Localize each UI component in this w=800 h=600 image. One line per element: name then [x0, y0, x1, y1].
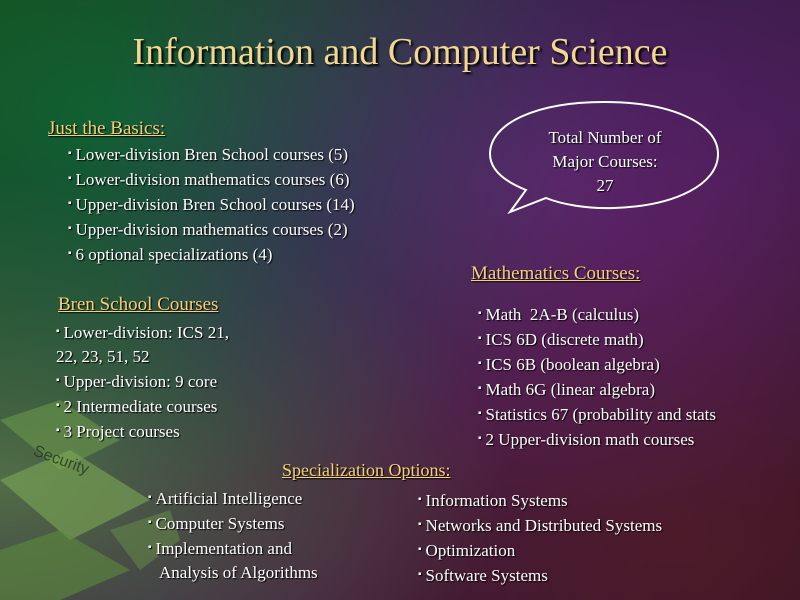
list-item: ▪ Software Systems: [418, 566, 548, 585]
list-item: ▪ Upper-division mathematics courses (2): [68, 220, 348, 239]
basics-list: [68, 142, 355, 267]
basics-heading: Just the Basics:: [48, 118, 166, 139]
list-item: ▪ Artificial Intelligence: [148, 489, 303, 508]
bren-heading: Bren School Courses: [58, 294, 219, 315]
keyboard-security-label: Security: [31, 442, 92, 479]
list-item-continuation: Analysis of Algorithms: [159, 563, 318, 582]
list-item: ▪ Networks and Distributed Systems: [418, 516, 663, 535]
list-item: ▪ 2 Intermediate courses: [56, 397, 218, 416]
list-item: ▪ Optimization: [418, 541, 516, 560]
list-item: ▪ Lower-division mathematics courses (6): [68, 170, 350, 189]
list-item: ▪ Statistics 67 (probability and stats: [478, 405, 716, 424]
list-item: ▪ Upper-division: 9 core: [56, 372, 218, 391]
list-item: ▪ 6 optional specializations (4): [68, 245, 273, 264]
list-item: ▪ Math 6G (linear algebra): [478, 380, 655, 399]
list-item: ▪ Information Systems: [418, 491, 568, 510]
math-list: [478, 302, 716, 452]
list-item: ▪ Upper-division Bren School courses (14): [68, 195, 355, 214]
list-item: ▪ Math 2A-B (calculus): [478, 305, 639, 324]
spec-heading: Specialization Options:: [282, 460, 451, 480]
list-item: ▪ 3 Project courses: [56, 422, 180, 441]
list-item-continuation: 22, 23, 51, 52: [56, 347, 150, 366]
list-item: ▪ Lower-division Bren School courses (5): [68, 145, 349, 164]
page-title: Information and Computer Science: [132, 31, 668, 73]
list-item: ▪ Computer Systems: [148, 514, 285, 533]
spec-list-left: [148, 486, 318, 585]
list-item: ▪ ICS 6B (boolean algebra): [478, 355, 660, 374]
list-item: ▪ Implementation and: [148, 539, 292, 558]
list-item: ▪ ICS 6D (discrete math): [478, 330, 644, 349]
list-item: ▪ Lower-division: ICS 21,: [56, 323, 229, 342]
math-heading: Mathematics Courses:: [471, 263, 641, 284]
total-courses-text: Total Number of Major Courses: 27: [510, 126, 700, 198]
bren-list: [56, 320, 229, 444]
list-item: ▪ 2 Upper-division math courses: [478, 430, 695, 449]
spec-list-right: [418, 488, 662, 588]
total-count: 27: [596, 176, 614, 195]
